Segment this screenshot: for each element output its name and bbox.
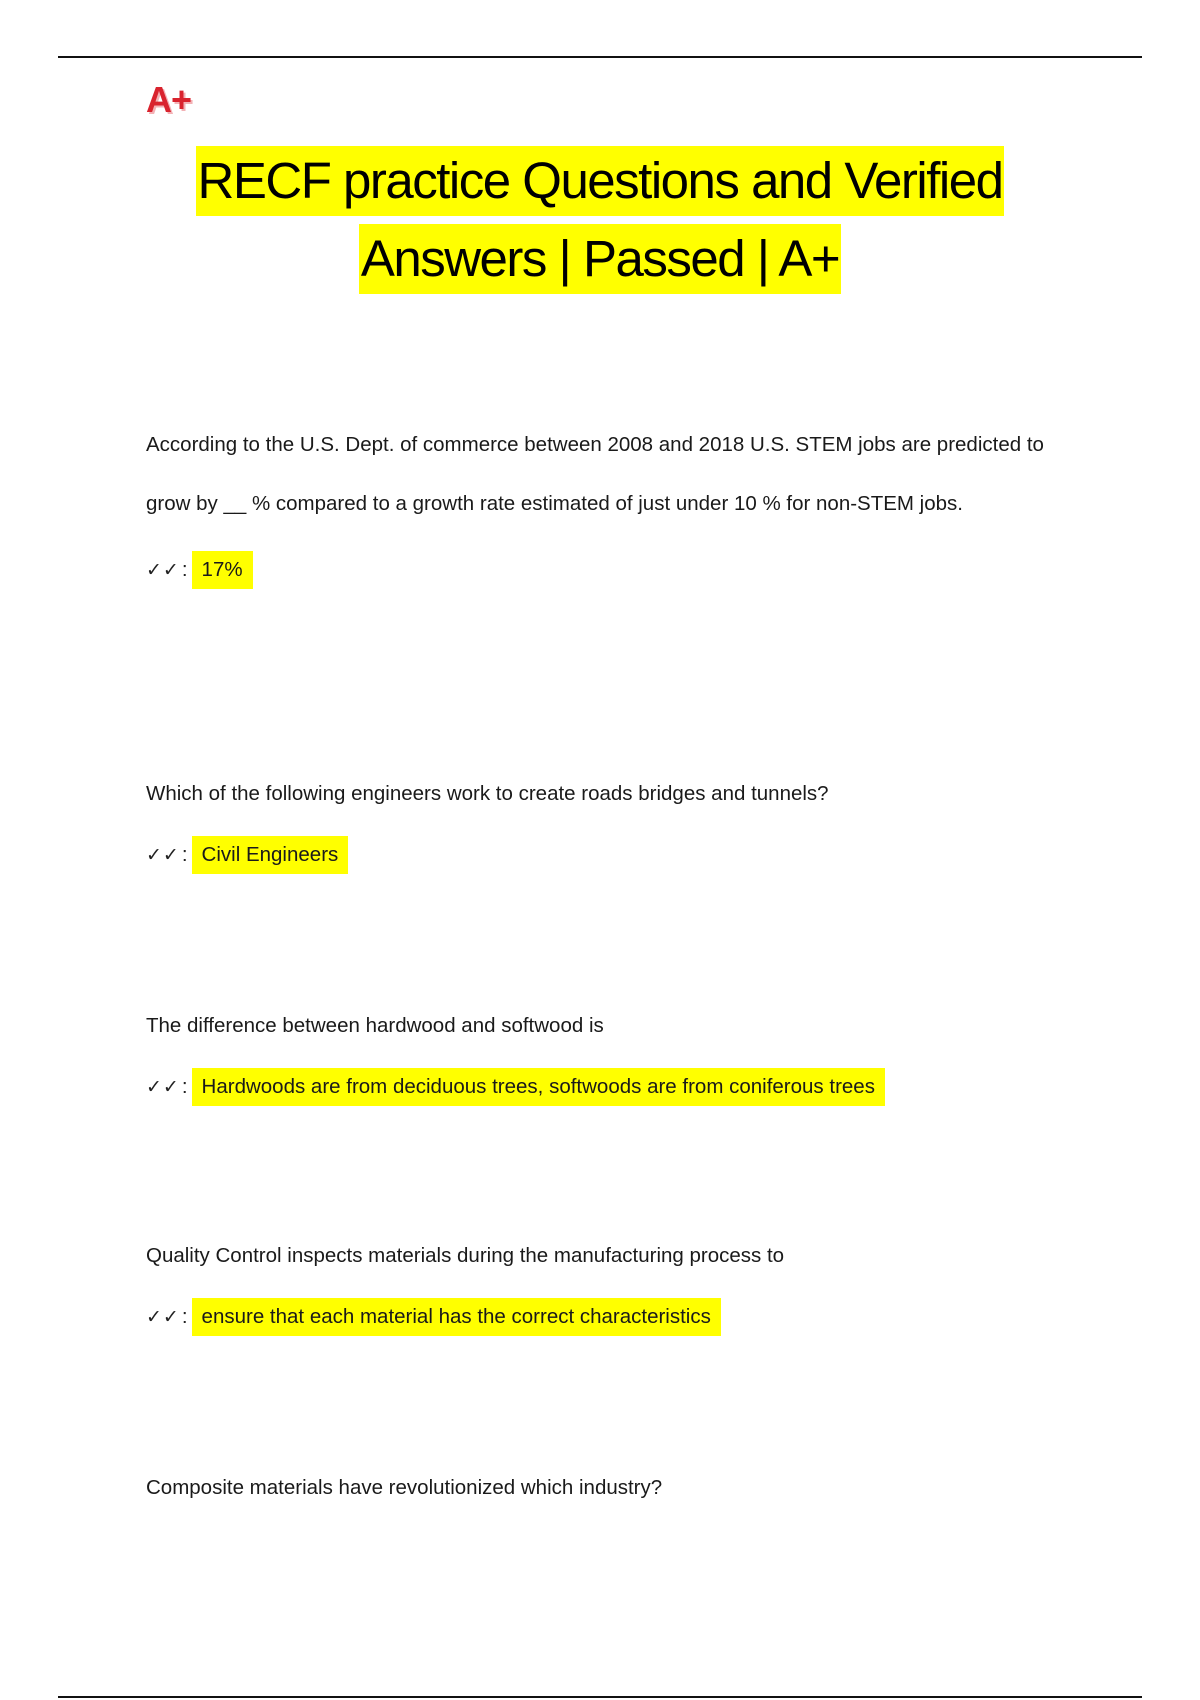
answer-row (146, 1068, 1066, 1106)
answer-row (146, 1298, 1066, 1336)
qa-item-3 (146, 997, 1066, 1106)
check-mark-icon: ✓✓ (146, 1305, 180, 1328)
question-text: Which of the following engineers work to create roads bridges and tunnels? (146, 782, 829, 805)
question-text: Quality Control inspects materials during the manufacturing process to (146, 1244, 785, 1267)
qa-item-2 (146, 765, 1066, 874)
title-line-1: RECF practice Questions and Verified (196, 146, 1005, 216)
qa-item-1 (146, 416, 1066, 589)
answer-colon: : (181, 558, 188, 581)
answer-highlight: ensure that each material has the correct characteristics (192, 1298, 721, 1336)
qa-item-5 (146, 1459, 1066, 1518)
top-rule (58, 56, 1142, 58)
check-mark-icon: ✓✓ (146, 559, 180, 581)
check-mark-icon: ✓✓ (146, 843, 180, 866)
question-text: Composite materials have revolutionized which industry? (146, 1476, 663, 1499)
grade-logo: A+ (146, 79, 192, 120)
answer-row (146, 551, 1066, 589)
answer-highlight: Civil Engineers (192, 836, 349, 874)
document-title (120, 146, 1080, 294)
answer-row (146, 836, 1066, 874)
answer-colon: : (181, 842, 188, 866)
check-mark-icon: ✓✓ (146, 1075, 180, 1098)
qa-item-4 (146, 1227, 1066, 1336)
bottom-rule (58, 1696, 1142, 1698)
answer-colon: : (181, 1304, 188, 1328)
question-text: According to the U.S. Dept. of commerce between 2008 and 2018 U.S. STEM jobs are predicted to grow by __ % compared to a growth rate estimated of just under 10 % for non-STEM jobs. (146, 433, 1044, 515)
answer-colon: : (181, 1074, 188, 1098)
question-text: The difference between hardwood and softwood is (146, 1014, 604, 1037)
title-line-2: Answers | Passed | A+ (359, 224, 841, 294)
answer-highlight: Hardwoods are from deciduous trees, softwoods are from coniferous trees (192, 1068, 885, 1106)
answer-highlight: 17% (192, 551, 253, 589)
